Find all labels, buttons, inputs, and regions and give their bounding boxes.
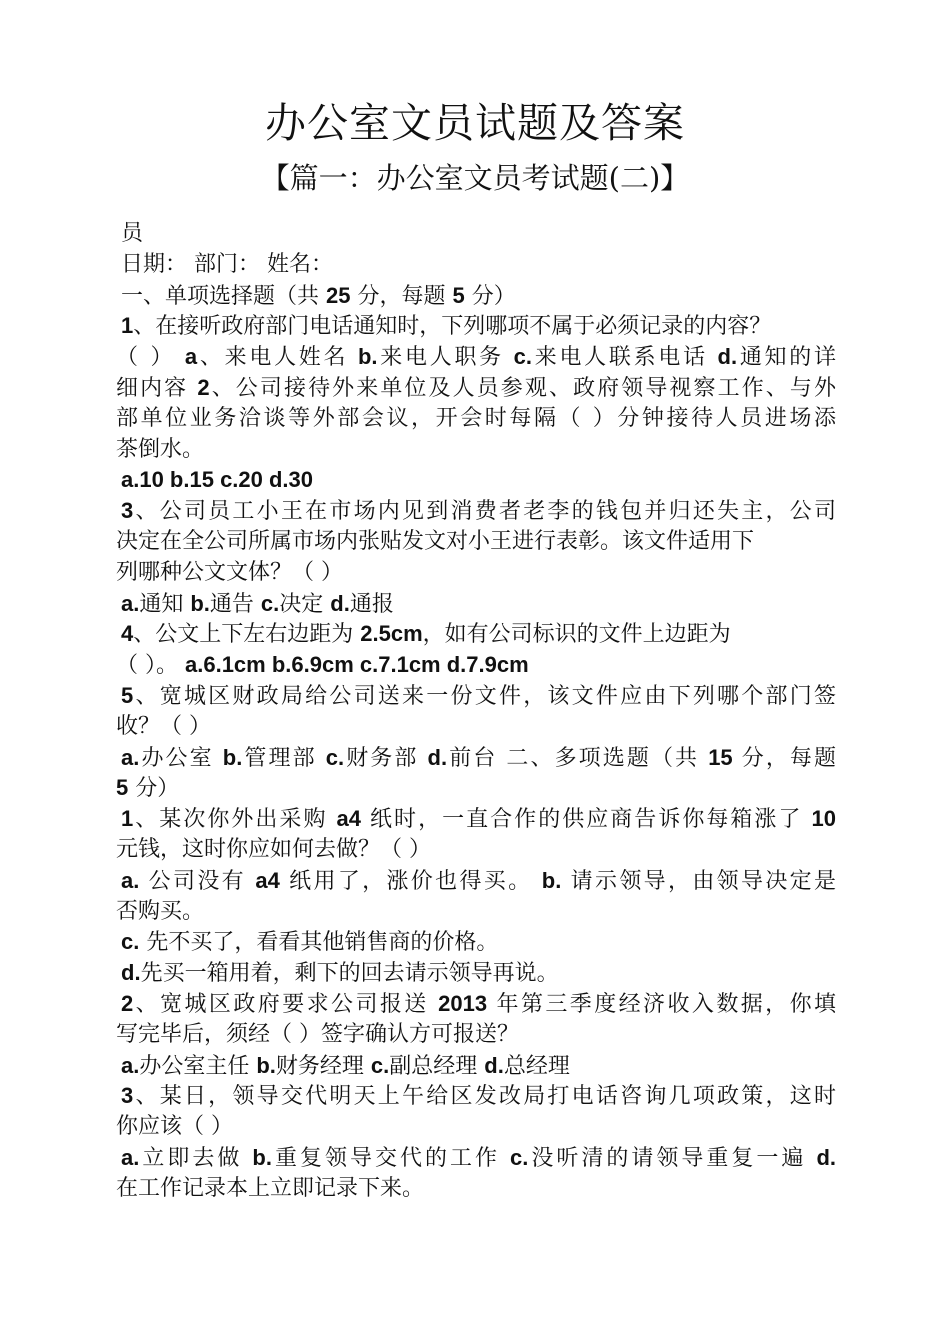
text-line: [116, 496, 836, 527]
text-run: 细内容: [116, 375, 198, 401]
text-run: 财务部: [344, 745, 428, 771]
text-run: 、某次你外出采购: [133, 807, 337, 833]
text-run: 办公室主任: [139, 1053, 257, 1079]
text-line: [116, 435, 836, 466]
text-line: [116, 650, 836, 681]
text-line: [116, 1051, 836, 1082]
text-line: [116, 1174, 836, 1205]
bold-text-run: a.: [121, 1052, 140, 1078]
text-run: 财务经理: [275, 1053, 371, 1079]
text-run: 来电人职务: [377, 345, 514, 371]
text-run: 茶倒水。: [116, 436, 205, 462]
text-line: [116, 558, 836, 589]
bold-text-run: b.: [252, 1144, 272, 1170]
text-run: （ ）: [116, 345, 185, 371]
bold-text-run: 2: [121, 990, 134, 1016]
bold-text-run: 2.5cm: [360, 621, 423, 647]
text-run: 副总经理: [389, 1053, 485, 1079]
bold-text-run: a.: [121, 1144, 140, 1170]
text-run: 没听清的请领导重复一遍: [528, 1145, 817, 1171]
text-run: 重复领导交代的工作: [271, 1145, 511, 1171]
bold-text-run: c.: [513, 344, 532, 370]
text-line: [116, 804, 836, 835]
bold-text-run: 5: [116, 775, 129, 801]
text-run: 公司没有: [139, 868, 256, 894]
text-run: 通报: [349, 591, 394, 617]
bold-text-run: 5: [121, 682, 134, 708]
bold-text-run: b.: [222, 744, 243, 770]
text-line: [116, 681, 836, 712]
bold-text-run: c.: [510, 1144, 529, 1170]
text-line: [116, 958, 836, 989]
text-run: 管理部: [242, 745, 326, 771]
bold-text-run: a4: [336, 806, 361, 832]
text-line: [116, 835, 836, 866]
bold-text-run: d.: [816, 1144, 836, 1170]
bold-text-run: a: [184, 344, 198, 370]
text-line: [116, 897, 836, 928]
text-line: [116, 404, 836, 435]
text-line: [116, 712, 836, 743]
text-run: 来电人联系电话: [531, 345, 718, 371]
text-run: 分，每题: [732, 745, 836, 771]
bold-text-run: 5: [452, 282, 465, 308]
text-run: 日期： 部门： 姓名：: [121, 251, 333, 277]
bold-text-run: b.: [357, 344, 378, 370]
text-run: 通告: [209, 591, 261, 617]
text-run: （ ）。: [116, 653, 185, 679]
text-run: 元钱，这时你应如何去做？（ ）: [116, 836, 431, 862]
text-run: 列哪种公文文体？（ ）: [116, 559, 343, 585]
text-line: [116, 773, 836, 804]
text-run: 写完毕后，须经（ ）签字确认方可报送？: [116, 1021, 519, 1047]
document-title: 办公室文员试题及答案: [265, 99, 685, 147]
bold-text-run: a.: [121, 744, 140, 770]
text-line: [116, 373, 836, 404]
bold-text-run: d.: [427, 744, 448, 770]
text-run: 决定: [279, 591, 331, 617]
bold-text-run: 1: [121, 313, 134, 339]
text-line: [116, 1112, 836, 1143]
text-run: 、在接听政府部门电话通知时，下列哪项不属于必须记录的内容？: [133, 314, 772, 340]
text-run: 、公司接待外来单位及人员参观、政府领导视察工作、与外: [209, 375, 836, 401]
text-line: [116, 250, 836, 281]
text-run: 总经理: [503, 1053, 570, 1079]
text-line: [116, 1143, 836, 1174]
text-run: 分）: [128, 776, 180, 802]
text-run: 分）: [464, 283, 516, 309]
text-run: 在工作记录本上立即记录下来。: [116, 1175, 425, 1201]
bold-text-run: b.: [541, 867, 562, 893]
text-run: 分，每题: [350, 283, 453, 309]
document-subtitle: 【篇一：办公室文员考试题(二)】: [260, 161, 690, 195]
text-run: 立即去做: [139, 1145, 253, 1171]
text-run: 你应该（ ）: [116, 1114, 233, 1140]
bold-text-run: 3: [121, 498, 134, 524]
text-line: [116, 1020, 836, 1051]
bold-text-run: c.: [260, 590, 280, 616]
text-line: [116, 527, 836, 558]
text-line: [116, 311, 836, 342]
text-run: 部单位业务洽谈等外部会议，开会时每隔（ ）分钟接待人员进场添: [116, 405, 836, 431]
text-run: 、宽城区政府要求公司报送: [133, 991, 439, 1017]
bold-text-run: a.: [121, 867, 140, 893]
text-run: 否购买。: [116, 898, 205, 924]
text-line: [116, 619, 836, 650]
text-run: 通知的详: [737, 345, 836, 371]
text-run: 收？（ ）: [116, 713, 211, 739]
text-run: 办公室: [139, 745, 223, 771]
text-line: [116, 219, 836, 250]
text-line: [116, 989, 836, 1020]
bold-text-run: d.: [330, 590, 350, 616]
bold-text-run: c.: [121, 929, 140, 955]
text-line: [116, 281, 836, 312]
bold-text-run: 2: [197, 374, 210, 400]
text-run: 先买一箱用着，剩下的回去请示领导再说。: [140, 961, 559, 987]
bold-text-run: a.: [121, 590, 140, 616]
text-line: [116, 589, 836, 620]
text-line: [116, 866, 836, 897]
text-line: [116, 743, 836, 774]
bold-text-run: d.: [121, 960, 141, 986]
document-body: [116, 219, 836, 1205]
bold-text-run: 4: [121, 621, 134, 647]
text-run: 、宽城区财政局给公司送来一份文件，该文件应由下列哪个部门签: [133, 683, 836, 709]
text-run: 、来电人姓名: [197, 345, 358, 371]
bold-text-run: a4: [255, 867, 280, 893]
text-run: 纸用了，涨价也得买。: [279, 868, 542, 894]
text-run: 请示领导，由领导决定是: [561, 868, 836, 894]
text-run: 一、单项选择题（共: [121, 283, 326, 309]
text-run: 员: [121, 221, 144, 246]
text-line: [116, 342, 836, 373]
bold-text-run: c.: [370, 1052, 390, 1078]
text-run: 、某日，领导交代明天上午给区发改局打电话咨询几项政策，这时: [133, 1084, 836, 1110]
text-line: [116, 465, 836, 496]
text-run: 、公文上下左右边距为: [133, 622, 361, 648]
text-run: 先不买了，看看其他销售商的价格。: [139, 930, 499, 956]
text-run: 决定在全公司所属市场内张贴发文对小王进行表彰。该文件适用下: [116, 528, 755, 554]
text-run: 年第三季度经济收入数据，你填: [487, 991, 836, 1017]
bold-text-run: a.10 b.15 c.20 d.30: [121, 467, 314, 493]
text-run: 前台 二、多项选题（共: [447, 745, 709, 771]
bold-text-run: d.: [717, 344, 738, 370]
bold-text-run: 3: [121, 1083, 134, 1109]
bold-text-run: 15: [708, 744, 733, 770]
bold-text-run: b.: [256, 1052, 276, 1078]
text-line: [116, 1081, 836, 1112]
text-line: [116, 927, 836, 958]
bold-text-run: 25: [326, 282, 351, 308]
text-run: ，如有公司标识的文件上边距为: [422, 622, 731, 648]
text-run: 纸时，一直合作的供应商告诉你每箱涨了: [361, 807, 812, 833]
bold-text-run: 2013: [438, 990, 488, 1016]
bold-text-run: b.: [190, 590, 210, 616]
bold-text-run: 10: [811, 806, 836, 832]
bold-text-run: d.: [484, 1052, 504, 1078]
text-run: 通知: [139, 591, 191, 617]
bold-text-run: a.6.1cm b.6.9cm c.7.1cm d.7.9cm: [185, 652, 529, 678]
bold-text-run: c.: [325, 744, 345, 770]
text-run: 、公司员工小王在市场内见到消费者老李的钱包并归还失主，公司: [133, 499, 836, 525]
bold-text-run: 1: [121, 806, 134, 832]
